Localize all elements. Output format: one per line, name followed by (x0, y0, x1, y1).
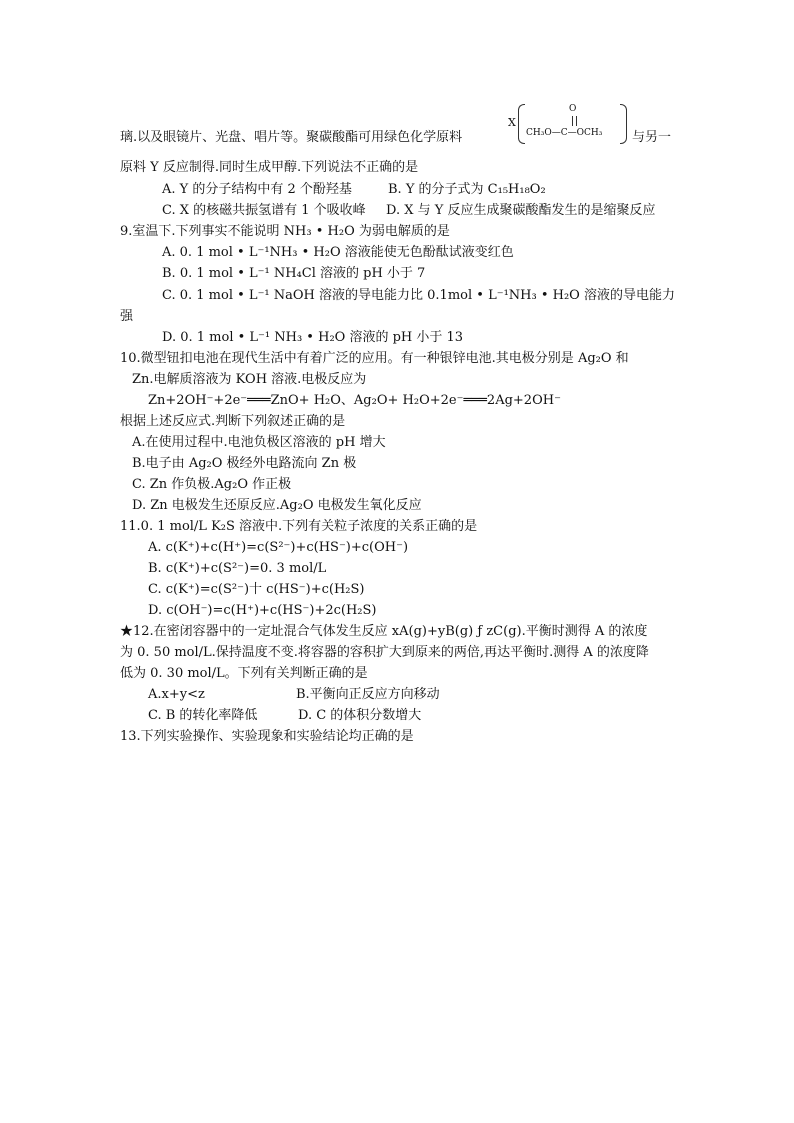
q12-stem-line2: 为 0. 50 mol/L.保持温度不变.将容器的容积扩大到原来的两倍,再达平衡时.测得 A 的浓度降 (120, 645, 649, 660)
q8-option-a: A. Y 的分子结构中有 2 个酚羟基 (162, 182, 352, 197)
q11-option-b: B. c(K⁺)+c(S²⁻)=0. 3 mol/L (148, 561, 327, 576)
q10-option-d: D. Zn 电极发生还原反应.Ag₂O 电极发生氧化反应 (132, 498, 422, 513)
q12-option-d: D. C 的体积分数增大 (298, 708, 422, 723)
formula-left-paren (518, 104, 525, 144)
q12-option-a: A.x+y<z (148, 687, 205, 702)
q9-option-c-cont: 强 (120, 309, 134, 324)
q11-option-d: D. c(OH⁻)=c(H⁺)+c(HS⁻)+2c(H₂S) (148, 603, 377, 618)
q9-stem: 9.室温下.下列事实不能说明 NH₃ • H₂O 为弱电解质的是 (120, 224, 450, 239)
formula-right-paren (620, 104, 627, 144)
q10-option-b: B.电子由 Ag₂O 极经外电路流向 Zn 极 (132, 456, 357, 471)
q8-line1-tail: 与另一 (632, 130, 672, 145)
q10-stem-line3: 根据上述反应式.判断下列叙述正确的是 (120, 414, 346, 429)
q10-equation: Zn+2OH⁻+2e⁻═══ZnO+ H₂O、Ag₂O+ H₂O+2e⁻═══2Ag+2OH⁻ (148, 393, 561, 408)
q10-option-c: C. Zn 作负极.Ag₂O 作正极 (132, 477, 292, 492)
q8-option-d: D. X 与 Y 反应生成聚碳酸酯发生的是缩聚反应 (386, 203, 656, 218)
q9-option-c: C. 0. 1 mol • L⁻¹ NaOH 溶液的导电能力比 0.1mol • L⁻¹NH₃ • H₂O 溶液的导电能力 (162, 288, 675, 303)
q10-stem-line1: 10.微型钮扣电池在现代生活中有着广泛的应用。有一种银锌电池.其电极分别是 Ag₂O 和 (120, 351, 629, 366)
q8-option-b: B. Y 的分子式为 C₁₅H₁₈O₂ (388, 182, 546, 197)
formula-carbonyl-oxygen: O (569, 104, 577, 114)
formula-x-label: X (508, 116, 516, 129)
q11-option-a: A. c(K⁺)+c(H⁺)=c(S²⁻)+c(HS⁻)+c(OH⁻) (148, 540, 409, 555)
q8-line1: 璃.以及眼镜片、光盘、唱片等。聚碳酸酯可用绿色化学原料 (120, 130, 463, 145)
q12-stem-line3: 低为 0. 30 mol/L。下列有关判断正确的是 (120, 666, 368, 681)
x-structural-formula (506, 104, 630, 144)
formula-chain: CH₃O—C—OCH₃ (526, 128, 603, 138)
q11-stem: 11.0. 1 mol/L K₂S 溶液中.下列有关粒子浓度的关系正确的是 (120, 519, 478, 534)
q13-stem: 13.下列实验操作、实验现象和实验结论均正确的是 (120, 729, 414, 744)
q8-option-c: C. X 的核磁共振氢谱有 1 个吸收峰 (162, 203, 366, 218)
q11-option-c: C. c(K⁺)=c(S²⁻)十 c(HS⁻)+c(H₂S) (148, 582, 365, 597)
formula-double-bond (572, 116, 577, 126)
q9-option-a: A. 0. 1 mol • L⁻¹NH₃ • H₂O 溶液能使无色酚酞试液变红色 (162, 245, 514, 260)
q10-stem-line2: Zn.电解质溶液为 KOH 溶液.电极反应为 (132, 372, 367, 387)
q8-line2: 原料 Y 反应制得.同时生成甲醇.下列说法不正确的是 (120, 160, 419, 175)
q12-stem-line1: ★12.在密闭容器中的一定址混合气体发生反应 xA(g)+yB(g) ƒ zC(g).平衡时测得 A 的浓度 (120, 624, 648, 639)
q12-option-c: C. B 的转化率降低 (148, 708, 258, 723)
q10-option-a: A.在使用过程中.电池负极区溶液的 pH 增大 (132, 435, 386, 450)
q9-option-d: D. 0. 1 mol • L⁻¹ NH₃ • H₂O 溶液的 pH 小于 13 (162, 330, 464, 345)
q12-option-b: B.平衡向正反应方向移动 (296, 687, 440, 702)
q9-option-b: B. 0. 1 mol • L⁻¹ NH₄Cl 溶液的 pH 小于 7 (162, 266, 426, 281)
